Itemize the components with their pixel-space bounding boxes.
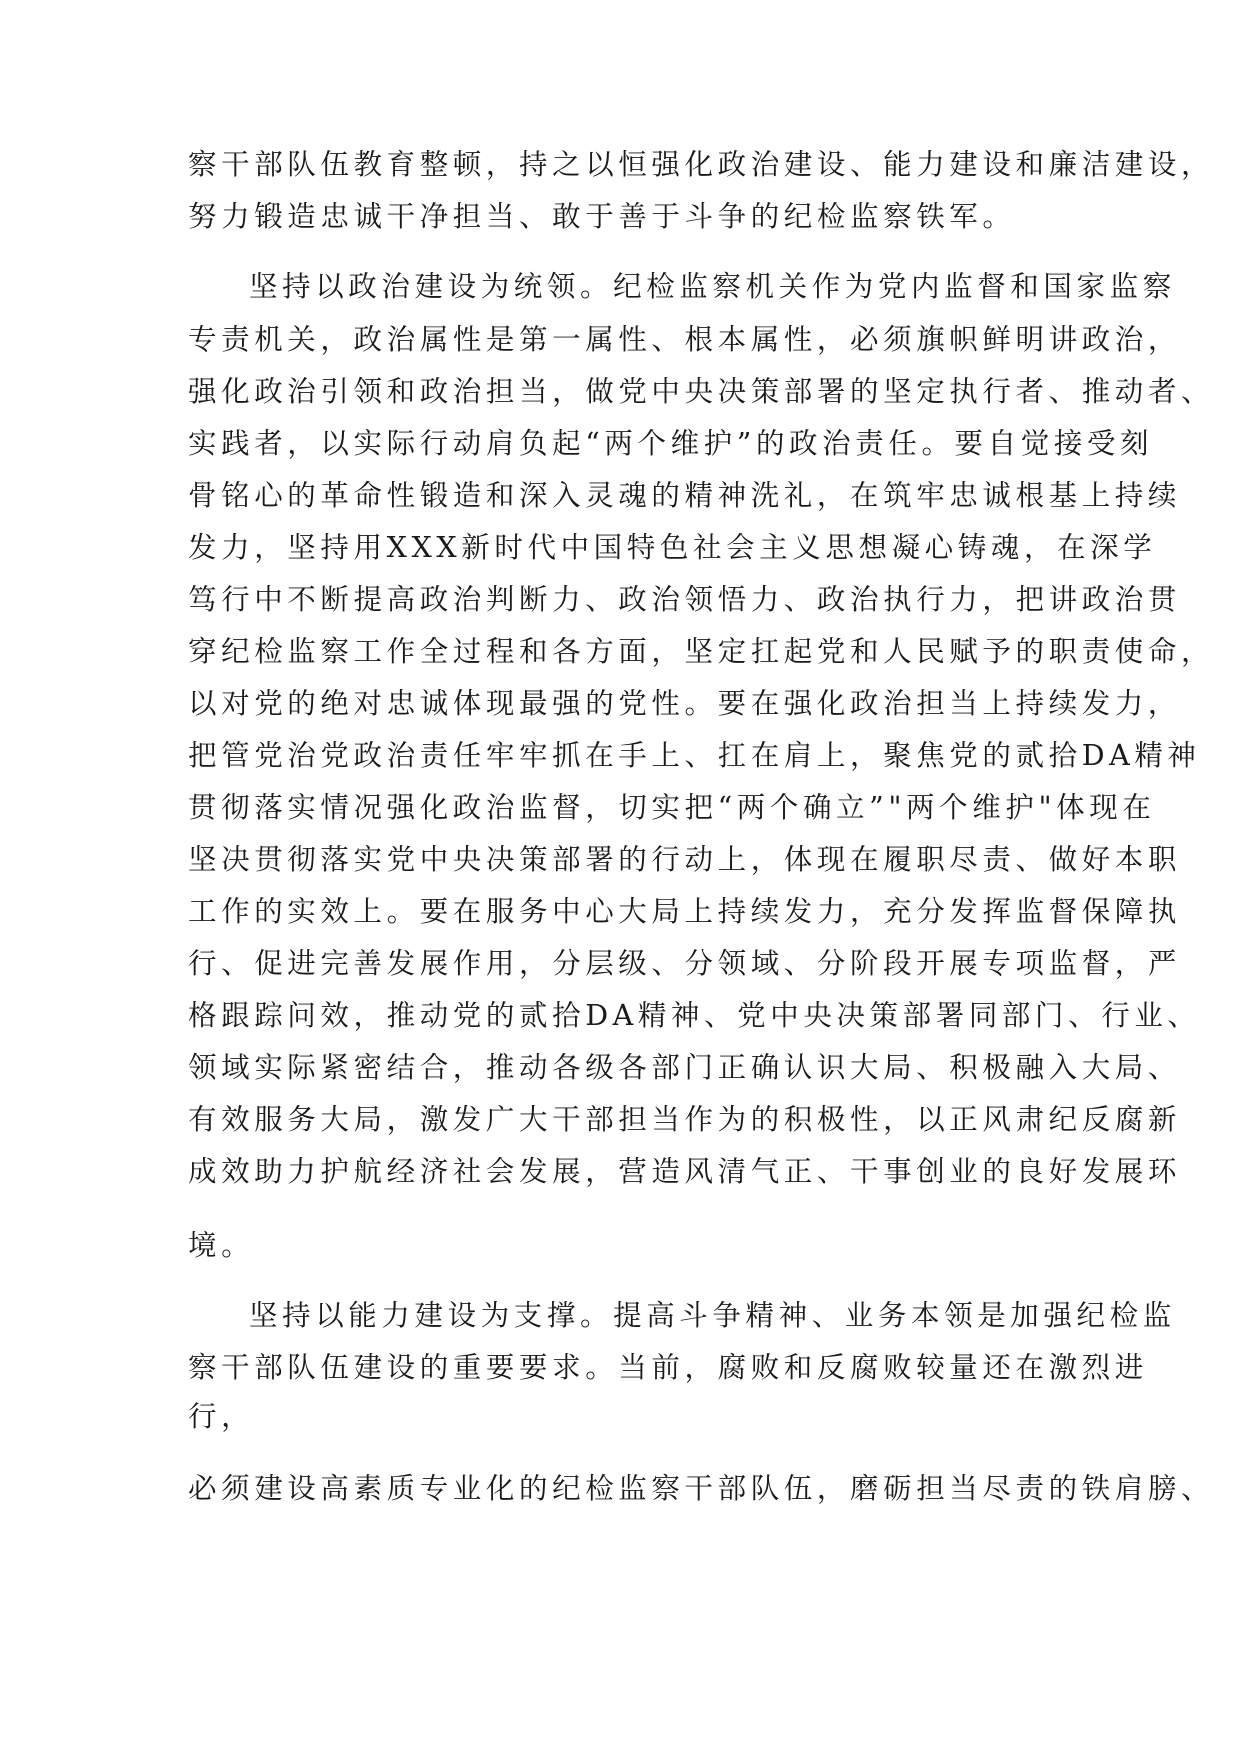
text-line: 笃行中不断提高政治判断力、政治领悟力、政治执行力，把讲政治贯 bbox=[188, 583, 1182, 616]
text-line: 穿纪检监察工作全过程和各方面，坚定扛起党和人民赋予的职责使命， bbox=[188, 635, 1215, 668]
text-line: 必须建设高素质专业化的纪检监察干部队伍，磨砺担当尽责的铁肩膀、 bbox=[188, 1472, 1215, 1505]
text-line: 坚决贯彻落实党中央决策部署的行动上，体现在履职尽责、做好本职 bbox=[188, 843, 1182, 876]
text-line: 以对党的绝对忠诚体现最强的党性。要在强化政治担当上持续发力， bbox=[188, 687, 1182, 720]
text-line: 领域实际紧密结合，推动各级各部门正确认识大局、积极融入大局、 bbox=[188, 1051, 1182, 1084]
text-line: 有效服务大局，激发广大干部担当作为的积极性，以正风肃纪反腐新 bbox=[188, 1103, 1182, 1136]
text-line: 行， bbox=[188, 1400, 255, 1433]
text-line: 把管党治党政治责任牢牢抓在手上、扛在肩上，聚焦党的贰拾DA精神 bbox=[188, 739, 1201, 772]
text-line: 察干部队伍建设的重要要求。当前，腐败和反腐败较量还在激烈进 bbox=[188, 1351, 1148, 1384]
text-line: 努力锻造忠诚干净担当、敢于善于斗争的纪检监察铁军。 bbox=[188, 200, 1016, 233]
text-line: 行、促进完善发展作用，分层级、分领域、分阶段开展专项监督，严 bbox=[188, 947, 1182, 980]
text-line: 贯彻落实情况强化政治监督，切实把“两个确立”"两个维护"体现在 bbox=[188, 791, 1156, 824]
text-line: 发力，坚持用XXX新时代中国特色社会主义思想凝心铸魂，在深学 bbox=[188, 531, 1157, 564]
text-line: 境。 bbox=[188, 1229, 255, 1262]
text-line: 实践者，以实际行动肩负起“两个维护”的政治责任。要自觉接受刻 bbox=[188, 427, 1154, 460]
text-line: 成效助力护航经济社会发展，营造风清气正、干事创业的良好发展环 bbox=[188, 1155, 1182, 1188]
paragraph-heading-political-building: 坚持以政治建设为统领。纪检监察机关作为党内监督和国家监察 bbox=[249, 270, 1176, 303]
text-line: 强化政治引领和政治担当，做党中央决策部署的坚定执行者、推动者、 bbox=[188, 375, 1215, 408]
text-line: 工作的实效上。要在服务中心大局上持续发力，充分发挥监督保障执 bbox=[188, 895, 1182, 928]
text-line: 专责机关，政治属性是第一属性、根本属性，必须旗帜鲜明讲政治， bbox=[188, 323, 1182, 356]
text-line: 骨铭心的革命性锻造和深入灵魂的精神洗礼，在筑牢忠诚根基上持续 bbox=[188, 479, 1182, 512]
paragraph-heading-capability-building: 坚持以能力建设为支撑。提高斗争精神、业务本领是加强纪检监 bbox=[249, 1299, 1176, 1332]
text-line: 察干部队伍教育整顿，持之以恒强化政治建设、能力建设和廉洁建设， bbox=[188, 148, 1215, 181]
text-line: 格跟踪问效，推动党的贰拾DA精神、党中央决策部署同部门、行业、 bbox=[188, 999, 1201, 1032]
